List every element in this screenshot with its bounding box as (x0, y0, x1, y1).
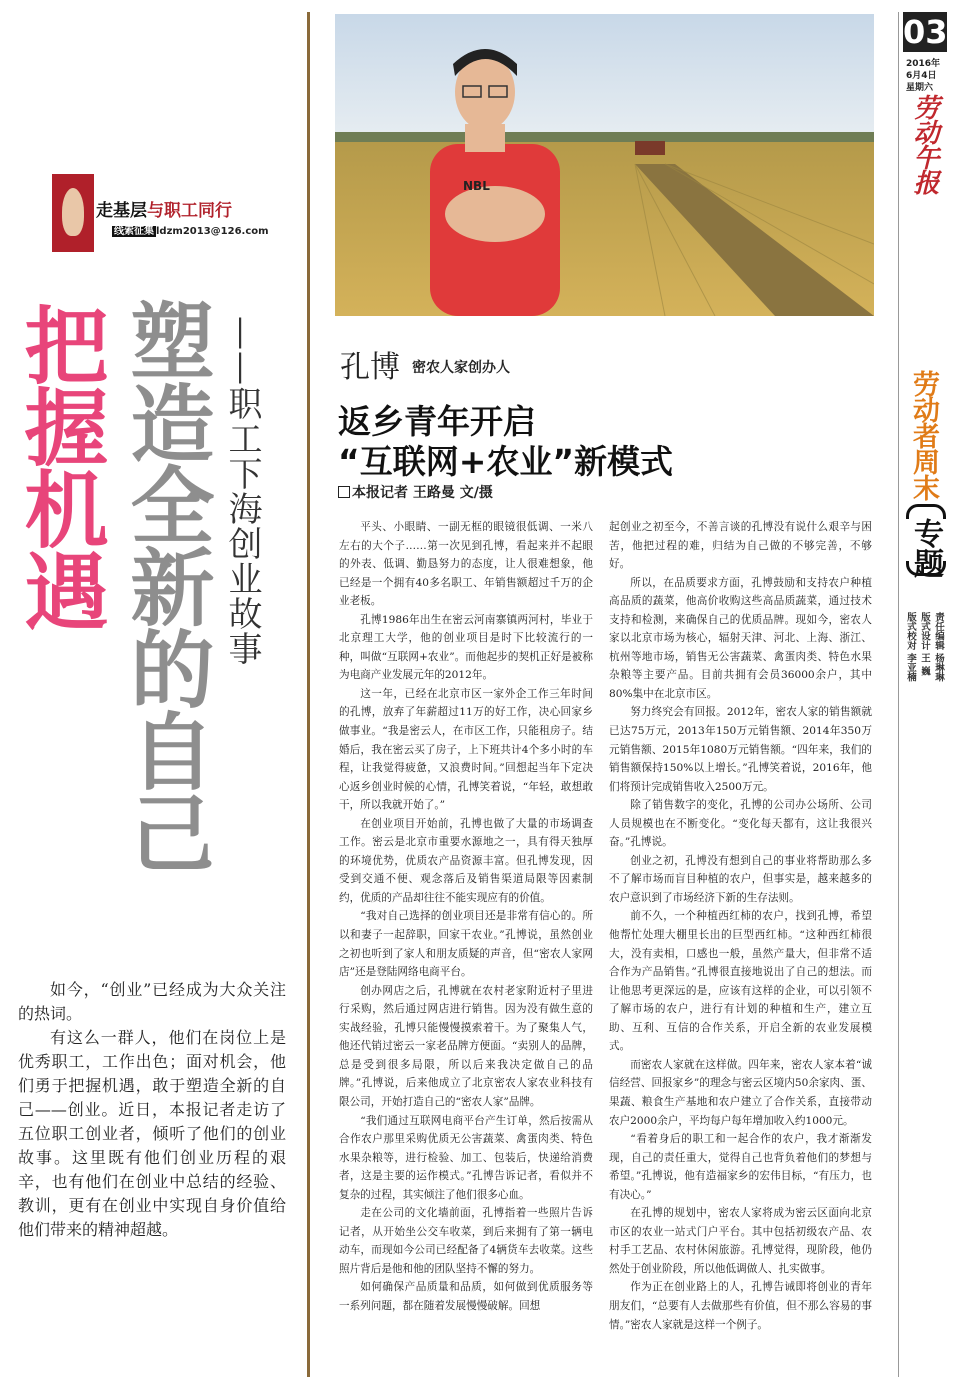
issue-date-day: 6月4日 (906, 71, 937, 81)
article-paragraph: 作为正在创业路上的人，孔博告诫即将创业的青年朋友们，“总要有人去做那些有价值，但不那么容易的事情。”密农人家就是这样一个例子。 (609, 1281, 872, 1331)
banner-title-part1: 走基层 (96, 201, 147, 221)
headline-line2: “互联网+农业”新模式 (338, 442, 674, 481)
issue-weekday: 星期六 (906, 83, 934, 93)
main-title-gray: 塑造全新的自己 (117, 298, 215, 872)
person-name: 孔博 (340, 350, 400, 385)
weekly-section-title: 劳动者周末 (908, 370, 939, 500)
article-paragraph: 而密农人家就在这样做。四年来，密农人家本着“诚信经营、回报家乡”的理念与密云区境内50余家肉、蛋、果蔬、粮食生产基地和农户建立了合作关系，直接带动农户2000余户，平均每户每年增加收入约1000元。 (609, 1058, 872, 1127)
article-paragraph: 在创业项目开始前，孔博也做了大量的市场调查工作。密云是北京市重要水源地之一，具有得天独厚的环境优势，优质农产品资源丰富。但孔博发现，因受到交通不便、观念落后及销售渠道局限等因素制约，优质的产品却往往不能实现应有的价值。 (339, 817, 593, 904)
intro-text (18, 978, 286, 1242)
banner-contact (112, 222, 269, 237)
article-paragraph: “我们通过互联网电商平台产生订单，然后按需从合作农户那里采购优质无公害蔬菜、禽蛋肉类、特色水果杂粮等，进行检验、加工、包装后，快递给消费者，这是主要的运作模式。”孔博告诉记者，看似并不复杂的过程，其实倾注了他们很多心血。 (339, 1114, 593, 1201)
svg-text:NBL: NBL (463, 179, 490, 193)
person-role: 密农人家创办人 (412, 360, 510, 376)
vertical-divider-left (307, 12, 310, 1377)
contact-label: 线索征集 (114, 226, 154, 237)
bracket-top-icon (906, 504, 946, 519)
farmer-photo-illustration (335, 14, 874, 316)
intro-paragraph: 有这么一群人，他们在岗位上是优秀职工，工作出色；面对机会，他们勇于把握机遇，敢于塑造全新的自己——创业。近日，本报记者走访了五位职工创业者，倾听了他们的创业故事。这里既有他们创业历程的艰辛，也有他们在创业中总结的经验、教训，更有在创业中实现自身价值给他们带来的精神超越。 (18, 1028, 286, 1239)
article-paragraph: 在孔博的规划中，密农人家将成为密云区面向北京市区的农业一站式门户平台。其中包括初级农产品、农村手工艺品、农村休闲旅游。孔博觉得，现阶段，他仍然处于创业阶段，所以他低调做人、扎实做事。 (609, 1207, 872, 1275)
article-paragraph: 起创业之初至今，不善言谈的孔博没有说什么艰辛与困苦，他把过程的难，归结为自己做的不够完善，不够好。 (609, 521, 872, 571)
article-paragraph: 这一年，已经在北京市区一家外企工作三年时间的孔博，放弃了年薪超过11万的好工作，决心回家乡做事业。“我是密云人，在市区工作，只能租房子。结婚后，我在密云买了房子，上下班共计4个多小时的车程，让我觉得疲惫，又浪费时间。”回想起当年下定决心返乡创业时候的心情，孔博笑着说，“年轻，敢想敢干，所以我就开始了。” (339, 687, 593, 812)
article-paragraph: 平头、小眼睛、一副无框的眼镜很低调、一米八左右的大个子……第一次见到孔博，看起来并不起眼的外表、低调、勤恳努力的态度，让人很难想象，他已经是一个拥有40多名职工、年销售额超过千万的企业老板。 (339, 521, 593, 608)
issue-date-year: 2016年 (906, 59, 941, 69)
banner-title (96, 196, 232, 221)
main-title-pink: 把握机遇 (11, 302, 109, 630)
contact-email: ldzm2013@126.com (156, 226, 269, 237)
article-paragraph: 创业之初，孔博没有想到自己的事业将帮助那么多不了解市场而盲目种植的农户，但事实是，越来越多的农户意识到了市场经济下新的生存法则。 (609, 854, 872, 904)
credit-proof: 版式校对 李亚楠 (905, 612, 916, 682)
article-paragraph: “看着身后的职工和一起合作的农户，我才渐渐发现，自己的责任重大，觉得自己也背负着他们的梦想与希望。”孔博说，他有造福家乡的宏伟目标，“有压力，也有决心。” (609, 1133, 872, 1201)
headline-line1: 返乡青年开启 (338, 402, 536, 441)
article-paragraph: 除了销售数字的变化，孔博的公司办公场所、公司人员规模也在不断变化。“变化每天都有，这让我很兴奋。”孔博说。 (609, 799, 872, 849)
article-paragraph: 如何确保产品质量和品质，如何做到优质服务等一系列问题，都在随着发展慢慢破解。回想 (339, 1281, 593, 1312)
article-column-2 (609, 518, 872, 1380)
credit-editor: 责任编辑 杨琳琳 (933, 612, 944, 682)
article-paragraph: 孔博1986年出生在密云河南寨镇两河村，毕业于北京理工大学，他的创业项目是时下比较流行的一种，叫做“互联网+农业”。而他起步的契机正好是被称为电商产业发展元年的2012年。 (339, 613, 593, 682)
article-photo (335, 14, 874, 316)
credit-design: 版式设计 王 巍 (919, 612, 930, 676)
section-label-text: 专题 (908, 518, 943, 578)
article-paragraph: 创办网店之后，孔博就在农村老家附近村子里进行采购，然后通过网店进行销售。因为没有做生意的实战经验，孔博只能慢慢摸索着干。为了聚集人气，他还代销过密云一家老品牌方便面。“卖别人的品牌，总是受到很多局限，所以后来我决定做自己的品牌。”孔博说，后来他成立了北京密农人家农业科技有限公司，开始打造自己的“密农人家”品牌。 (339, 984, 593, 1108)
bracket-bottom-icon (906, 561, 946, 576)
vertical-divider-right (898, 12, 899, 1377)
intro-paragraph: 如今，“创业”已经成为大众关注的热词。 (18, 980, 286, 1023)
column-banner (52, 174, 269, 252)
article-paragraph: 所以，在品质要求方面，孔博鼓励和支持农户种植高品质的蔬菜，他高价收购这些高品质蔬菜，通过技术支持和检测，来确保自己的优质品牌。现如今，密农人家以北京市场为核心，辐射天津、河北、上海、浙江、杭州等地市场，销售无公害蔬菜、禽蛋肉类、特色水果杂粮等主要产品。目前共拥有会员36000余户，其中80%集中在北京市区。 (609, 576, 872, 700)
byline-text: 本报记者 王路曼 文/摄 (352, 485, 493, 501)
page-number: 03 (903, 13, 948, 51)
article-column-1 (339, 518, 593, 1380)
article-paragraph: “我对自己选择的创业项目还是非常有信心的。所以和妻子一起辞职，回家干农业。”孔博说，虽然创业之初也听到了家人和朋友质疑的声音，但“密农人家网店”还是登陆网络电商平台。 (339, 910, 593, 979)
byline (338, 482, 493, 502)
section-label (904, 510, 944, 578)
newspaper-masthead: 劳动午报 (909, 94, 939, 194)
banner-logo-icon (52, 174, 94, 252)
article-paragraph: 前不久，一个种植西红柿的农户，找到孔博，希望他帮忙处理大棚里长出的巨型西红柿。“这种西红柿很大，没有卖相，口感也一般，虽然产量大，但非常不适合作为产品销售。”孔博很直接地说出了自己的想法。而让他思考更深远的是，应该有这样的企业，可以引领不了解市场的农户，进行有计划的种植和生产，建立互助、互利、互信的合作关系，开启全新的农业发展模式。 (609, 910, 872, 1053)
article-paragraph: 努力终究会有回报。2012年，密农人家的销售额就已达75万元，2013年150万元销售额、2014年350万元销售额、2015年1080万元销售额。“四年来，我们的销售额保持150%以上增长。”孔博笑着说，2016年，他们将预计完成销售收入2500万元。 (609, 706, 872, 793)
banner-title-part2: 与职工同行 (147, 201, 232, 221)
main-subtitle: ——职工下海创业故事 (222, 316, 262, 666)
byline-box-icon (338, 486, 350, 498)
article-paragraph: 走在公司的文化墙前面，孔博指着一些照片告诉记者，从开始坐公交车收菜，到后来拥有了第一辆电动车，而现如今公司已经配备了4辆货车去收菜。这些照片背后是他和他的团队坚持不懈的努力。 (339, 1207, 593, 1275)
